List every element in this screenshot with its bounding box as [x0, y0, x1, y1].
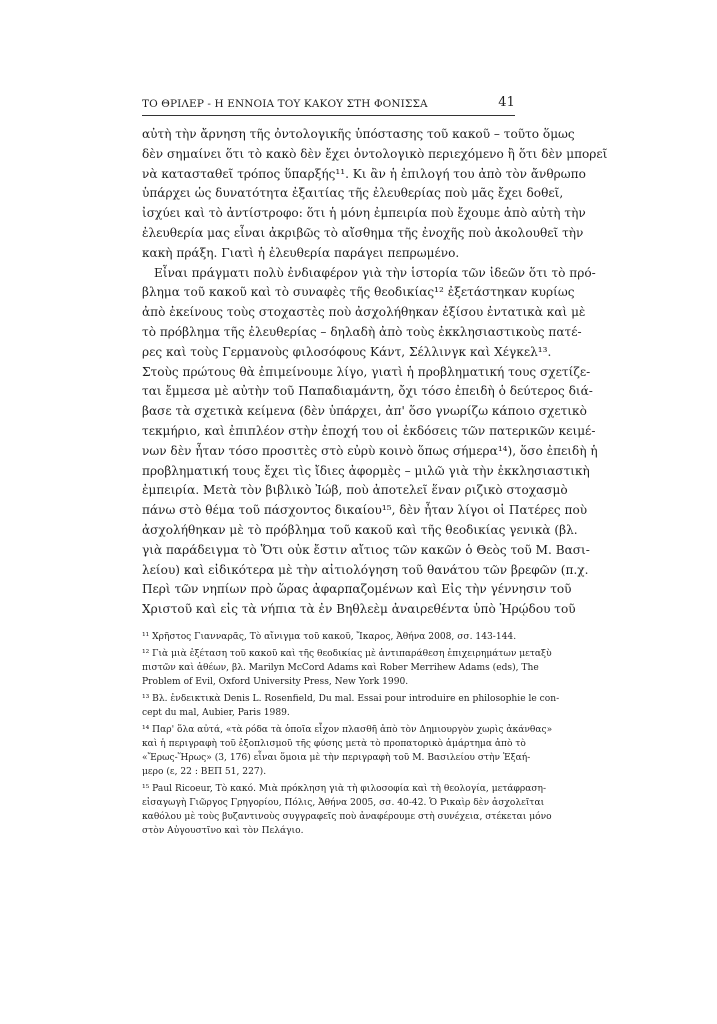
text-line: ¹³ Βλ. ἐνδεικτικὰ Denis L. Rosenfield, Du mal. Essai pour introduire en philosophie le con- [142, 694, 560, 704]
text-line: προβληματική τους ἔχει τὶς ἴδιες ἀφορμὲς – μιλῶ γιὰ τὴν ἐκκλησιαστικὴ [142, 463, 590, 478]
text-line: ὑπάρχει ὡς δυνατότητα ἐξαιτίας τῆς ἐλευθερίας ποὺ μᾶς ἔχει δοθεῖ, [142, 186, 564, 201]
text-line: καθόλου μὲ τοὺς βυζαντινοὺς συγγραφεῖς ποὺ ἀναφέρουμε στὴ συνέχεια, στέκεται μόνο [142, 812, 552, 822]
text-line: ἐλευθερία μας εἶναι ἀκριβῶς τὸ αἴσθημα τῆς ἐνοχῆς ποὺ ἀκολουθεῖ τὴν [142, 225, 584, 240]
footnote [142, 723, 553, 779]
text-line: ἐμπειρία. Μετὰ τὸν βιβλικὸ Ἰώβ, ποὺ ἀποτελεῖ ἕναν ριζικὸ στοχασμὸ [142, 483, 568, 498]
text-line: Περὶ τῶν νηπίων πρὸ ὥρας ἀφαρπαζομένων καὶ Εἰς τὴν γέννησιν τοῦ [142, 582, 572, 597]
footnote [142, 630, 515, 644]
text-line: ἀσχολήθηκαν μὲ τὸ πρόβλημα τοῦ κακοῦ καὶ τῆς θεοδικίας γενικὰ (βλ. [142, 522, 578, 537]
text-line: ἀπὸ ἐκείνους τοὺς στοχαστὲς ποὺ ἀσχολήθηκαν ἐξίσου ἐντατικὰ καὶ μὲ [142, 305, 586, 320]
text-line: ¹² Γιὰ μιὰ ἐξέταση τοῦ κακοῦ καὶ τῆς θεοδικίας μὲ ἀντιπαράθεση ἐπιχειρημάτων μεταξὺ [142, 649, 552, 659]
footnote [142, 647, 552, 689]
text-line: Χριστοῦ καὶ εἰς τὰ νήπια τὰ ἐν Βηθλεὲμ ἀναιρεθέντα ὑπὸ Ἡρῴδου τοῦ [142, 602, 576, 617]
text-line: γιὰ παράδειγμα τὸ Ὅτι οὐκ ἔστιν αἴτιος τῶν κακῶν ὁ Θεὸς τοῦ Μ. Βασι- [142, 542, 590, 557]
footnote [142, 692, 560, 720]
text-line: εἰσαγωγὴ Γιῶργος Γρηγορίου, Πόλις, Ἀθήνα 2005, σσ. 40-42. Ὁ Ρικαὶρ δὲν ἀσχολεῖται [142, 798, 545, 808]
text-line: Problem of Evil, Oxford University Press, New York 1990. [142, 677, 409, 687]
text-line: λείου) καὶ εἰδικότερα μὲ τὴν αἰτιολόγηση τοῦ θανάτου τῶν βρεφῶν (π.χ. [142, 562, 589, 577]
text-line: νων δὲν ἦταν τόσο προσιτὲς στὸ εὐρὺ κοινὸ ὅπως σήμερα¹⁴), ὅσο ἐπειδὴ ἡ [142, 443, 598, 458]
text-line: cept du mal, Aubier, Paris 1989. [142, 708, 290, 718]
page-number: 41 [498, 95, 515, 110]
text-line: βλημα τοῦ κακοῦ καὶ τὸ συναφὲς τῆς θεοδικίας¹² ἐξετάστηκαν κυρίως [142, 285, 575, 300]
header-rule [142, 115, 515, 116]
text-line: ¹¹ Χρῆστος Γιανναρᾶς, Τὸ αἴνιγμα τοῦ κακοῦ, Ἴκαρος, Ἀθήνα 2008, σσ. 143-144. [142, 632, 517, 642]
footnote [142, 782, 552, 838]
footnotes [142, 630, 560, 841]
text-line: τεκμήριο, καὶ ἐπιπλέον στὴν ἐποχή του οἱ ἐκδόσεις τῶν πατερικῶν κειμέ- [142, 423, 596, 438]
text-line: ται ἔμμεσα μὲ αὐτὴν τοῦ Παπαδιαμάντη, ὄχι τόσο ἐπειδὴ ὁ δεύτερος διά- [142, 384, 593, 399]
text-line: στὸν Αὐγουστῖνο καὶ τὸν Πελάγιο. [142, 826, 304, 836]
text-line: πάνω στὸ θέμα τοῦ πάσχοντος δικαίου¹⁵, δὲν ἦταν λίγοι οἱ Πατέρες ποὺ [142, 503, 588, 518]
text-line: τὸ πρόβλημα τῆς ἐλευθερίας – δηλαδὴ ἀπὸ τοὺς ἐκκλησιαστικοὺς πατέ- [142, 324, 582, 339]
text-line: ρες καὶ τοὺς Γερμανοὺς φιλοσόφους Κάντ, Σέλλινγκ καὶ Χέγκελ¹³. [142, 344, 552, 359]
text-line: Εἶναι πράγματι πολὺ ἐνδιαφέρον γιὰ τὴν ἱστορία τῶν ἰδεῶν ὅτι τὸ πρό- [154, 265, 596, 280]
text-line: βασε τὰ σχετικὰ κείμενα (δὲν ὑπάρχει, ἀπ' ὅσο γνωρίζω κάποιο σχετικὸ [142, 404, 587, 419]
text-line: κακὴ πράξη. Γιατὶ ἡ ἐλευθερία παράγει πεπρωμένο. [142, 245, 460, 260]
body-text [142, 125, 608, 620]
text-line: ¹⁵ Paul Ricoeur, Τὸ κακό. Μιὰ πρόκληση γιὰ τὴ φιλοσοφία καὶ τὴ θεολογία, μετάφραση- [142, 784, 547, 794]
text-line: δὲν σημαίνει ὅτι τὸ κακὸ δὲν ἔχει ὀντολογικὸ περιεχόμενο ἢ ὅτι δὲν μπορεῖ [142, 146, 608, 161]
text-line: καὶ ἡ περιγραφὴ τοῦ ἐξοπλισμοῦ τῆς φύσης μετὰ τὸ προπατορικὸ ἁμάρτημα ἀπὸ τὸ [142, 739, 526, 749]
text-line: Στοὺς πρώτους θὰ ἐπιμείνουμε λίγο, γιατὶ ἡ προβληματική τους σχετίζε- [142, 364, 591, 379]
text-line: αὐτὴ τὴν ἄρνηση τῆς ὀντολογικῆς ὑπόστασης τοῦ κακοῦ – τοῦτο ὅμως [142, 127, 575, 141]
running-head-title: ΤΟ ΘΡΙΛΕΡ - Η ΕΝΝΟΙΑ ΤΟΥ ΚΑΚΟΥ ΣΤΗ ΦΟΝΙΣΣΑ [142, 98, 428, 110]
text-line: ¹⁴ Παρ' ὅλα αὐτά, «τὰ ρόδα τὰ ὁποῖα εἶχον πλασθῆ ἀπὸ τὸν Δημιουργὸν χωρὶς ἀκάνθας» [142, 725, 553, 735]
text-line: ἰσχύει καὶ τὸ ἀντίστροφο: ὅτι ἡ μόνη ἐμπειρία ποὺ ἔχουμε ἀπὸ αὐτὴ τὴν [142, 206, 586, 221]
text-line: μερο (ε, 22 : ΒΕΠ 51, 227). [142, 767, 267, 777]
text-line: «Ἔρως-Ἥρως» (3, 176) εἶναι ὅμοια μὲ τὴν περιγραφὴ τοῦ Μ. Βασιλείου στὴν Ἑξαή- [142, 753, 531, 763]
running-head [142, 95, 515, 113]
text-line: πιστῶν καὶ ἀθέων, βλ. Marilyn McCord Adams καὶ Rober Merrihew Adams (eds), The [142, 663, 539, 673]
text-line: νὰ κατασταθεῖ τρόπος ὕπαρξής¹¹. Κι ἂν ἡ ἐπιλογή του ἀπὸ τὸν ἄνθρωπο [142, 166, 586, 181]
paragraph-2 [142, 264, 598, 620]
paragraph-1 [142, 125, 608, 264]
